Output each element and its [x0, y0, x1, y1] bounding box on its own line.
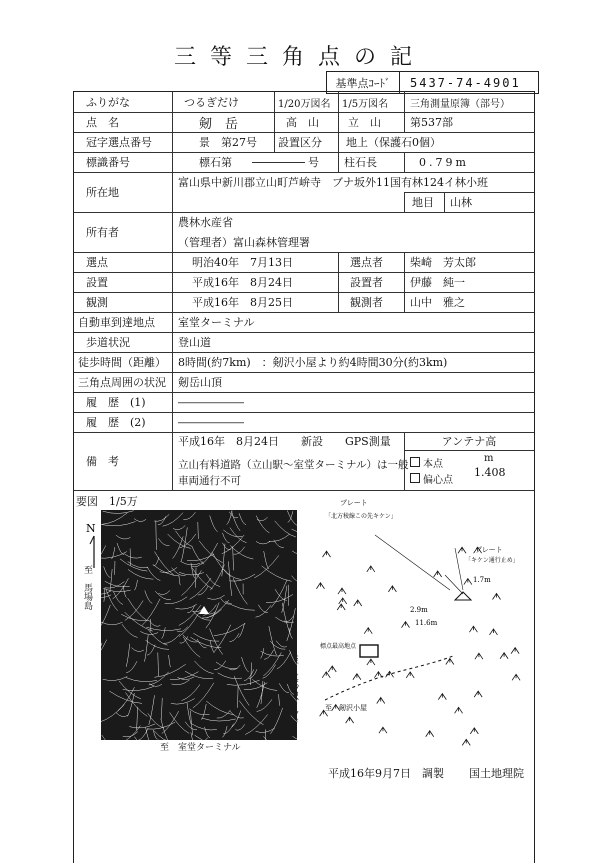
diagram-label: 要図 1/5万: [76, 495, 138, 508]
footer-date: 平成16年9月7日 調製: [328, 767, 444, 780]
walk-time-value: 8時間(約7km) ：剱沢小屋より約4時間30分(約3km): [178, 356, 448, 369]
survey-book-label: 三角測量原簿（部号）: [410, 98, 510, 110]
plate2-label: プレート: [475, 546, 503, 554]
walk-time-label: 徒歩時間（距離）: [78, 356, 166, 369]
installation-label: 設置: [86, 276, 108, 289]
selection-person: 柴崎 芳太郎: [410, 256, 476, 269]
notes-line-3: 車両通行不可: [178, 474, 241, 487]
row-marker: [74, 152, 534, 173]
land-type-value: 山林: [450, 196, 472, 209]
kanji-number-label: 冠字選点番号: [86, 136, 152, 149]
topographic-map: [101, 510, 297, 740]
observation-person: 山中 雅之: [410, 296, 465, 309]
point-name-label: 点 名: [86, 116, 119, 129]
map50k-label: 1/5万図名: [342, 98, 389, 110]
furigana-label: ふりがな: [86, 96, 130, 109]
row-owner: [74, 212, 534, 253]
land-type-label: 地目: [412, 196, 434, 209]
map200k-label: 1/20万図名: [278, 98, 331, 110]
location-value: 富山県中新川郡立山町芦峅寺 ブナ坂外11国有林124イ林小班: [178, 176, 488, 189]
car-access-value: 室堂ターミナル: [178, 316, 255, 329]
row-selection: [74, 252, 534, 273]
option-eccentric-point[interactable]: 偏心点: [410, 470, 470, 486]
page-title: 三等三角点の記: [173, 45, 426, 70]
selection-date: 明治40年 7月13日: [192, 256, 293, 269]
owner-label: 所有者: [86, 226, 119, 239]
pillar-length-value: 0.79m: [419, 155, 469, 169]
plate2-sub: 「キケン通行止め」: [465, 557, 519, 564]
pillar-length-label: 柱石長: [344, 156, 377, 169]
footer-org: 国土地理院: [469, 767, 524, 780]
owner-value: 農林水産省: [178, 216, 233, 229]
row-furigana: [74, 92, 534, 113]
site-sketch-diagram: [305, 490, 530, 760]
installation-person: 伊藤 純一: [410, 276, 465, 289]
notes-label: 備 考: [86, 455, 119, 468]
row-walk-time: [74, 352, 534, 373]
selection-label: 選点: [86, 256, 108, 269]
furigana-value: つるぎだけ: [184, 96, 239, 109]
installation-person-label: 設置者: [350, 276, 383, 289]
distance-2: 2.9m: [410, 606, 428, 614]
code-label: 基準点ｺｰﾄﾞ: [327, 72, 400, 93]
setting-type-label: 設置区分: [278, 136, 322, 149]
trail-value: 登山道: [178, 336, 211, 349]
antenna-height-label: アンテナ高: [441, 435, 497, 448]
history-2-value: ――――――: [178, 415, 244, 429]
row-observation: [74, 292, 534, 313]
observation-date: 平成16年 8月25日: [192, 296, 293, 309]
trail-label: 歩道状況: [86, 336, 130, 349]
row-surroundings: [74, 372, 534, 393]
marker-value: 標石第: [199, 156, 232, 169]
survey-book-value: 第537部: [410, 116, 453, 129]
distance-1: 1.7m: [473, 576, 491, 584]
setting-type-value: 地上（保護石0個）: [346, 136, 441, 149]
row-kanji-number: [74, 132, 534, 153]
observation-label: 観測: [86, 296, 108, 309]
svg-text:N: N: [86, 522, 96, 535]
to-hut-label: 至 剱沢小屋: [325, 704, 367, 712]
row-notes: [74, 432, 534, 491]
notes-line-1: 平成16年 8月24日 新設 GPS測量: [178, 435, 391, 448]
point-name-value: 剱 岳: [199, 116, 239, 132]
station-label: 標点最高地点: [320, 643, 357, 650]
row-car-access: [74, 312, 534, 333]
kanji-number-value: 景 第27号: [199, 136, 257, 149]
to-bamba-label: 至 馬場島: [82, 565, 92, 610]
manager-value: （管理者）富山森林管理署: [178, 236, 310, 249]
selection-person-label: 選点者: [350, 256, 383, 269]
map50k-value: 立 山: [348, 116, 381, 129]
antenna-height-value: 1.408: [474, 465, 506, 479]
history-2-label: 履 歴 (2): [86, 416, 146, 429]
plate1-label: プレート: [340, 499, 368, 507]
installation-date: 平成16年 8月24日: [192, 276, 293, 289]
observation-person-label: 観測者: [350, 296, 383, 309]
history-1-label: 履 歴 (1): [86, 396, 146, 409]
location-label: 所在地: [86, 186, 119, 199]
row-point-name: [74, 112, 534, 133]
row-history-1: [74, 392, 534, 413]
plate1-sub: 「北方稜線この先キケン」: [325, 513, 397, 520]
to-murodo-label: 至 室堂ターミナル: [160, 743, 241, 753]
notes-line-2: 立山有料道路（立山駅～室堂ターミナル）は一般: [178, 458, 409, 471]
map200k-value: 高 山: [286, 116, 319, 129]
row-location: [74, 172, 534, 213]
car-access-label: 自動車到達地点: [78, 316, 155, 329]
row-history-2: [74, 412, 534, 433]
footer: [328, 765, 524, 781]
surroundings-value: 剱岳山頂: [178, 376, 222, 389]
marker-label: 標識番号: [86, 156, 130, 169]
marker-blank: 号: [249, 152, 319, 172]
row-installation: [74, 272, 534, 293]
option-main-point[interactable]: 本点: [410, 454, 470, 470]
antenna-unit: m: [484, 452, 494, 464]
history-1-value: ――――――: [178, 395, 244, 409]
row-trail: [74, 332, 534, 353]
distance-3: 11.6m: [415, 619, 438, 627]
north-arrow-icon: [82, 520, 102, 570]
code-value: 5437-74-4901: [410, 75, 521, 90]
surroundings-label: 三角点周囲の状況: [78, 376, 166, 389]
